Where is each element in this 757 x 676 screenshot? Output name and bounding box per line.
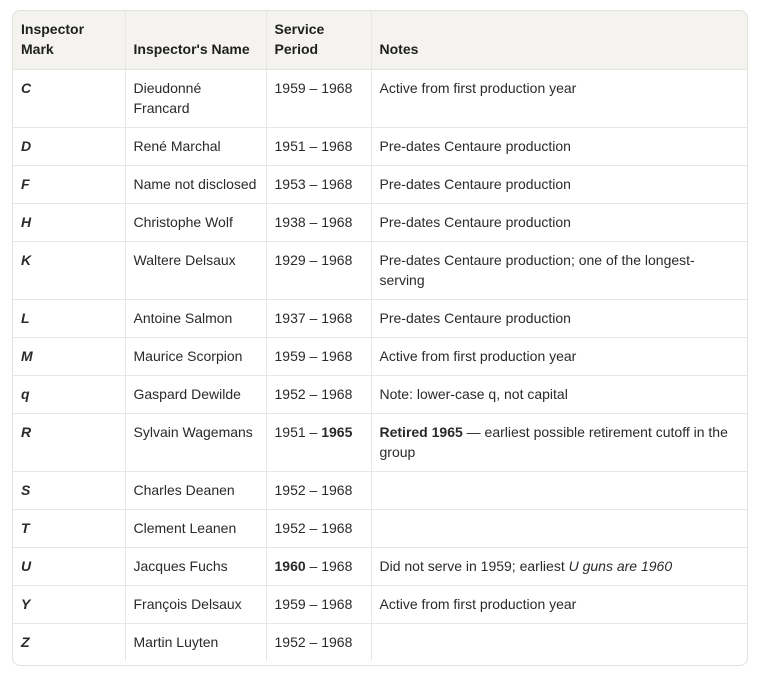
inspector-mark: q (13, 376, 125, 414)
service-end: 1965 (321, 424, 353, 440)
table-row (13, 70, 747, 128)
notes-cell (371, 624, 747, 662)
service-period (266, 548, 371, 586)
service-end: 1968 (321, 482, 353, 498)
table-row (13, 624, 747, 662)
service-period (266, 472, 371, 510)
service-period (266, 242, 371, 300)
period-separator: – (305, 80, 322, 96)
service-period (266, 204, 371, 242)
service-start: 1959 (274, 80, 306, 96)
service-period (266, 586, 371, 624)
inspector-name: Antoine Salmon (125, 300, 266, 338)
inspector-name: Charles Deanen (125, 472, 266, 510)
service-end: 1968 (321, 558, 353, 574)
note-text: Did not serve in 1959; earliest (379, 558, 569, 574)
period-separator: – (305, 634, 322, 650)
inspector-mark: K (13, 242, 125, 300)
note-text: Pre-dates Centaure production (379, 214, 571, 230)
note-text: Pre-dates Centaure production; one of the longest-serving (379, 252, 695, 288)
notes-cell (371, 586, 747, 624)
inspector-name: Waltere Delsaux (125, 242, 266, 300)
service-end: 1968 (321, 520, 353, 536)
inspector-name: François Delsaux (125, 586, 266, 624)
table-row (13, 128, 747, 166)
inspector-mark: M (13, 338, 125, 376)
service-period (266, 300, 371, 338)
note-text: — earliest possible retirement cutoff in the group (379, 424, 728, 460)
inspector-mark: L (13, 300, 125, 338)
note-text: Pre-dates Centaure production (379, 310, 571, 326)
period-separator: – (305, 386, 322, 402)
notes-cell (371, 242, 747, 300)
table-row (13, 472, 747, 510)
inspector-name: Martin Luyten (125, 624, 266, 662)
note-emphasis: Retired 1965 (379, 424, 463, 440)
period-separator: – (305, 176, 322, 192)
period-separator: – (305, 482, 322, 498)
inspector-name: Maurice Scorpion (125, 338, 266, 376)
service-start: 1951 (274, 424, 306, 440)
table-row (13, 242, 747, 300)
inspector-name: René Marchal (125, 128, 266, 166)
notes-cell (371, 204, 747, 242)
period-separator: – (305, 252, 322, 268)
table-row (13, 300, 747, 338)
service-start: 1938 (274, 214, 306, 230)
note-text: Active from first production year (379, 348, 577, 364)
header-inspector-mark: Inspector Mark (13, 11, 125, 70)
period-separator: – (305, 596, 322, 612)
service-end: 1968 (321, 386, 353, 402)
note-text: Pre-dates Centaure production (379, 138, 571, 154)
notes-cell (371, 338, 747, 376)
service-start: 1959 (274, 348, 306, 364)
service-period (266, 510, 371, 548)
service-end: 1968 (321, 176, 353, 192)
header-notes: Notes (371, 11, 747, 70)
service-end: 1968 (321, 214, 353, 230)
service-start: 1952 (274, 482, 306, 498)
service-end: 1968 (321, 252, 353, 268)
inspector-name: Dieudonné Francard (125, 70, 266, 128)
inspector-name: Name not disclosed (125, 166, 266, 204)
notes-cell (371, 70, 747, 128)
note-text: Active from first production year (379, 596, 577, 612)
table-row (13, 414, 747, 472)
notes-cell (371, 376, 747, 414)
table-row (13, 586, 747, 624)
table-row (13, 548, 747, 586)
inspector-name: Jacques Fuchs (125, 548, 266, 586)
inspector-mark: S (13, 472, 125, 510)
service-period (266, 166, 371, 204)
note-text: Note: lower-case q, not capital (379, 386, 568, 402)
table-row (13, 204, 747, 242)
notes-cell (371, 548, 747, 586)
service-end: 1968 (321, 596, 353, 612)
inspector-mark: F (13, 166, 125, 204)
service-end: 1968 (321, 634, 353, 650)
service-period (266, 338, 371, 376)
note-text: Active from first production year (379, 80, 577, 96)
period-separator: – (305, 558, 322, 574)
service-period (266, 624, 371, 662)
inspector-mark: R (13, 414, 125, 472)
inspector-mark: U (13, 548, 125, 586)
inspector-mark: C (13, 70, 125, 128)
service-start: 1959 (274, 596, 306, 612)
period-separator: – (305, 214, 322, 230)
inspector-mark: H (13, 204, 125, 242)
service-period (266, 70, 371, 128)
period-separator: – (305, 138, 322, 154)
service-period (266, 414, 371, 472)
table-row (13, 510, 747, 548)
table-row (13, 338, 747, 376)
period-separator: – (305, 520, 322, 536)
header-service-period: Service Period (266, 11, 371, 70)
notes-cell (371, 510, 747, 548)
note-text: Pre-dates Centaure production (379, 176, 571, 192)
service-end: 1968 (321, 348, 353, 364)
inspector-mark: T (13, 510, 125, 548)
notes-cell (371, 166, 747, 204)
table-row (13, 166, 747, 204)
notes-cell (371, 414, 747, 472)
inspector-mark: D (13, 128, 125, 166)
period-separator: – (305, 310, 322, 326)
period-separator: – (305, 424, 322, 440)
inspector-mark: Y (13, 586, 125, 624)
header-inspector-name: Inspector's Name (125, 11, 266, 70)
service-start: 1937 (274, 310, 306, 326)
inspector-name: Gaspard Dewilde (125, 376, 266, 414)
notes-cell (371, 472, 747, 510)
inspector-table (13, 11, 747, 661)
inspector-table-container (12, 10, 748, 666)
inspector-name: Sylvain Wagemans (125, 414, 266, 472)
header-row (13, 11, 747, 70)
service-start: 1953 (274, 176, 306, 192)
period-separator: – (305, 348, 322, 364)
service-period (266, 128, 371, 166)
table-row (13, 376, 747, 414)
service-start: 1952 (274, 634, 306, 650)
service-start: 1952 (274, 520, 306, 536)
service-start: 1960 (274, 558, 306, 574)
notes-cell (371, 300, 747, 338)
service-end: 1968 (321, 80, 353, 96)
service-start: 1929 (274, 252, 306, 268)
service-start: 1951 (274, 138, 306, 154)
service-period (266, 376, 371, 414)
inspector-name: Christophe Wolf (125, 204, 266, 242)
service-end: 1968 (321, 310, 353, 326)
note-italic: U guns are 1960 (568, 558, 673, 574)
table-body (13, 70, 747, 662)
inspector-name: Clement Leanen (125, 510, 266, 548)
service-end: 1968 (321, 138, 353, 154)
notes-cell (371, 128, 747, 166)
table-header (13, 11, 747, 70)
service-start: 1952 (274, 386, 306, 402)
inspector-mark: Z (21, 634, 30, 650)
